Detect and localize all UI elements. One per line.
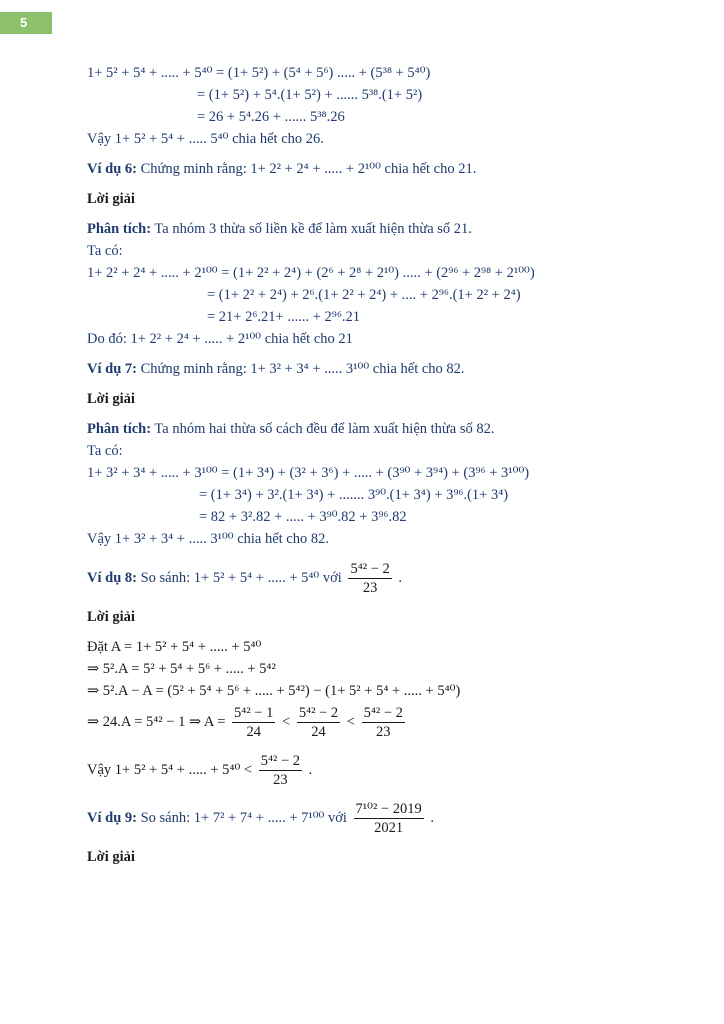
denominator: 2021	[374, 820, 404, 837]
example-label: Phân tích:	[87, 221, 152, 237]
solution-heading: Lời giải	[87, 609, 135, 625]
example-text: So sánh: 1+ 5² + 5⁴ + ..... + 5⁴⁰ với	[136, 570, 346, 586]
math-text: Vậy 1+ 5² + 5⁴ + ..... + 5⁴⁰ <	[87, 762, 256, 778]
fraction	[348, 561, 391, 596]
example-statement	[87, 418, 687, 440]
document-body	[87, 62, 687, 868]
math-text: <	[343, 714, 359, 730]
math-line: = (1+ 3⁴) + 3².(1+ 3⁴) + ....... 3⁹⁰.(1+ 3⁴) + 3⁹⁶.(1+ 3⁴)	[199, 487, 509, 503]
example-statement	[87, 158, 687, 180]
denominator: 24	[311, 724, 326, 741]
example-text: Chứng minh rằng: 1+ 3² + 3⁴ + ..... 3¹⁰⁰ chia hết cho 82.	[136, 361, 465, 377]
spacer	[87, 210, 687, 218]
math-line: 1+ 5² + 5⁴ + ..... + 5⁴⁰ = (1+ 5²) + (5⁴ + 5⁶) ..... + (5³⁸ + 5⁴⁰)	[87, 65, 431, 81]
punct: .	[305, 762, 313, 778]
example-statement	[87, 358, 687, 380]
example-text: Ta nhóm 3 thừa số liền kề để làm xuất hiện thừa số 21.	[151, 221, 472, 237]
math-line: Ta có:	[87, 243, 123, 259]
math-text: ⇒ 24.A = 5⁴² − 1 ⇒ A =	[87, 714, 230, 730]
solution-heading: Lời giải	[87, 849, 135, 865]
denominator: 23	[376, 724, 391, 741]
numerator: 5⁴² − 2	[260, 753, 301, 770]
numerator: 5⁴² − 2	[298, 705, 339, 722]
ex8-line-3: ⇒ 5².A − A = (5² + 5⁴ + 5⁶ + ..... + 5⁴²) − (1+ 5² + 5⁴ + ..... + 5⁴⁰)	[87, 683, 461, 699]
math-line: Ta có:	[87, 443, 123, 459]
spacer	[87, 180, 687, 188]
math-line: Vậy 1+ 3² + 3⁴ + ..... 3¹⁰⁰ chia hết cho 82.	[87, 531, 329, 547]
example-8	[87, 558, 687, 598]
ex8-line-1: Đặt A = 1+ 5² + 5⁴ + ..... + 5⁴⁰	[87, 639, 262, 655]
page-number-badge: 5	[0, 12, 52, 34]
spacer	[87, 380, 687, 388]
denominator: 23	[362, 580, 378, 597]
numerator: 5⁴² − 2	[350, 561, 390, 578]
math-line: Vậy 1+ 5² + 5⁴ + ..... 5⁴⁰ chia hết cho 26.	[87, 131, 324, 147]
numerator: 7¹⁰² − 2019	[355, 801, 422, 818]
math-line: = 26 + 5⁴.26 + ...... 5³⁸.26	[197, 109, 345, 125]
solution-heading: Lời giải	[87, 391, 135, 407]
solution-heading: Lời giải	[87, 191, 135, 207]
fraction	[362, 705, 405, 740]
example-text: Chứng minh rằng: 1+ 2² + 2⁴ + ..... + 2¹⁰⁰ chia hết cho 21.	[136, 161, 477, 177]
fraction	[354, 801, 424, 836]
ex8-line-2: ⇒ 5².A = 5² + 5⁴ + 5⁶ + ..... + 5⁴²	[87, 661, 276, 677]
example-9	[87, 798, 687, 838]
numerator: 5⁴² − 1	[234, 705, 274, 722]
example-label: Ví dụ 6:	[87, 161, 137, 177]
example-label: Ví dụ 8:	[87, 570, 137, 586]
math-line: 1+ 3² + 3⁴ + ..... + 3¹⁰⁰ = (1+ 3⁴) + (3² + 3⁶) + ..... + (3⁹⁰ + 3⁹⁴) + (3⁹⁶ + 3¹⁰⁰)	[87, 465, 530, 481]
math-line: = 82 + 3².82 + ..... + 3⁹⁰.82 + 3⁹⁶.82	[199, 509, 407, 525]
ex8-conclusion	[87, 750, 687, 790]
denominator: 23	[273, 772, 288, 789]
punct: .	[426, 810, 434, 826]
math-line: Do đó: 1+ 2² + 2⁴ + ..... + 2¹⁰⁰ chia hết cho 21	[87, 331, 353, 347]
example-text: Ta nhóm hai thừa số cách đều để làm xuất hiện thừa số 82.	[151, 421, 495, 437]
math-line: = (1+ 5²) + 5⁴.(1+ 5²) + ...... 5³⁸.(1+ 5²)	[197, 87, 423, 103]
math-line: 1+ 2² + 2⁴ + ..... + 2¹⁰⁰ = (1+ 2² + 2⁴) + (2⁶ + 2⁸ + 2¹⁰) ..... + (2⁹⁶ + 2⁹⁸ + 2¹⁰⁰)	[87, 265, 535, 281]
example-statement	[87, 218, 687, 240]
solution-lines	[87, 62, 687, 550]
math-line: = 21+ 2⁶.21+ ...... + 2⁹⁶.21	[207, 309, 361, 325]
spacer	[87, 410, 687, 418]
fraction	[259, 753, 302, 788]
example-text: So sánh: 1+ 7² + 7⁴ + ..... + 7¹⁰⁰ với	[136, 810, 351, 826]
fraction	[297, 705, 340, 740]
spacer	[87, 350, 687, 358]
example-label: Ví dụ 7:	[87, 361, 137, 377]
math-text: <	[278, 714, 294, 730]
punct: .	[394, 570, 403, 586]
math-line: = (1+ 2² + 2⁴) + 2⁶.(1+ 2² + 2⁴) + .... + 2⁹⁶.(1+ 2² + 2⁴)	[207, 287, 521, 303]
example-label: Ví dụ 9:	[87, 810, 137, 826]
denominator: 24	[246, 724, 261, 741]
example-label: Phân tích:	[87, 421, 152, 437]
spacer	[87, 150, 687, 158]
fraction	[232, 705, 275, 740]
numerator: 5⁴² − 2	[363, 705, 403, 722]
ex8-line-4	[87, 702, 687, 742]
